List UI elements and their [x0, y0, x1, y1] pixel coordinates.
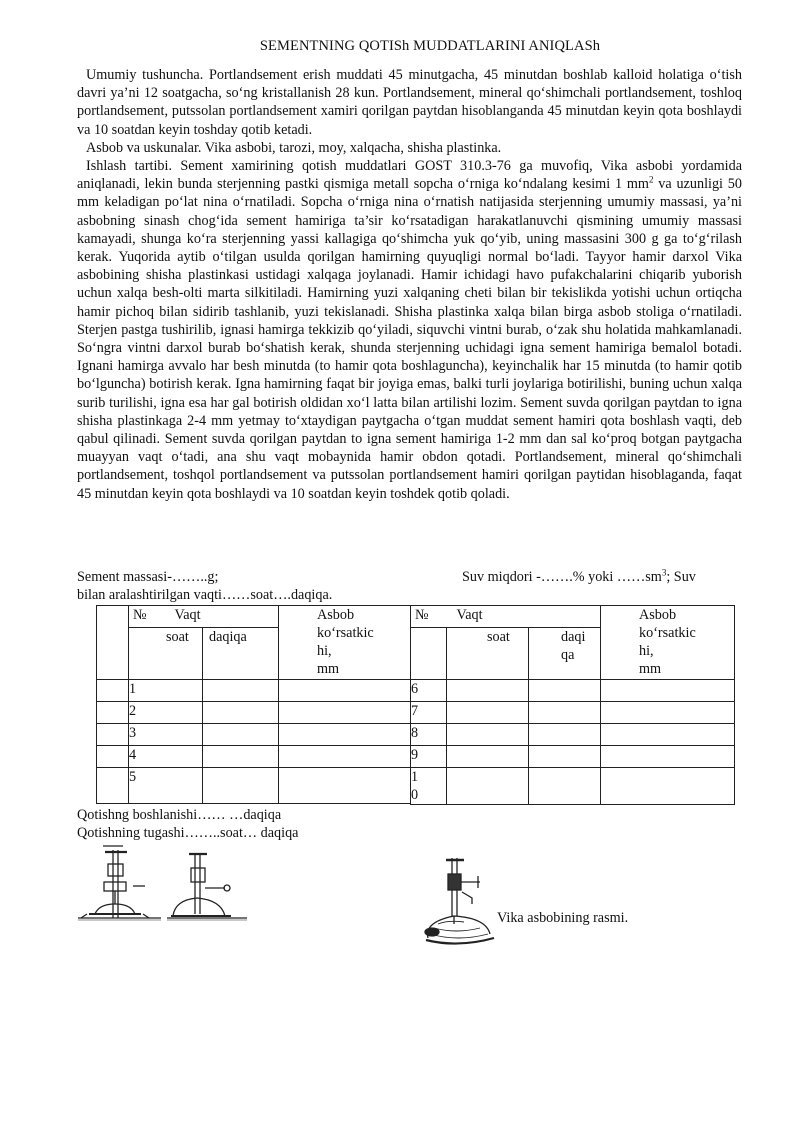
number-header: № [415, 607, 429, 623]
row-spacer [97, 680, 129, 702]
device-reading-line: mm [317, 661, 340, 677]
figure-caption: Vika asbobining rasmi. [497, 910, 629, 926]
vika-apparatus-sketches [75, 842, 250, 924]
row-number: 2 [129, 702, 203, 724]
reading-cell [279, 702, 411, 724]
vika-apparatus-drawing [418, 852, 500, 947]
reading-cell [601, 680, 735, 702]
device-reading-line: ko‘rsatkic [639, 625, 696, 641]
minutes-cell [529, 768, 601, 805]
row-number: 5 [129, 768, 203, 804]
reading-cell [279, 746, 411, 768]
procedure-text-rest: va uzunligi 50 mm keladigan po‘lat nina o‘rnatiladi. Sopcha o‘rniga nina o‘rnatish natijasida sterjenning umumiy massasi, ya’ni asbobning sinash chog‘ida sement hamiriga ta’sir ko‘rsatadigan harakatlanuvchi qismining umumiy massasi kamayadi, shunga ko‘ra sterjenning yassi kallagiga qo‘shimcha yuk qo‘yib, uning massasini 300 g ga to‘g‘rilash kerak. Yuqorida aytib o‘tilgan usulda qorilgan hamirning quyuqligi normal bo‘ladi. Tayyor hamir darxol Vika asbobining shisha plastinkasi ustidagi xalqaga joylanadi. Hamir ichidagi havo pufakchalarini chiqarib yuborish uchun xalqa besh-olti marta silkitiladi. Hamirning yuzi xalqaning cheti bilan bir tekislikda yotishi uchun ortiqcha hamir pichoq bilan sidirib tashlanib, yuzi tekislanadi. Shisha plastinka xalqa bilan birga asbob stoliga o‘rnatiladi. Sterjen pastga tushirilib, ignasi hamirga tekkizib qo‘yiladi, siquvchi vintni burab, o‘zak shu holatida mahkamlanadi. So‘ngra vintni darxol burab bo‘shatish kerak, shunda sterjenning uchidagi igna sement hamiriga bemalol botadi. Ignani hamirga avvalo har besh minutda (to hamir qota boshlaguncha), keyinchalik har 15 minutda (to hamir qotib bo‘lguncha) botirish kerak. Igna hamirning faqat bir joyiga emas, balki turli joylariga botirilishi, buning uchun xalqa surib turilishi, igna esa har gal botirish oldidan xo‘l latta bilan artilishi lozim. Sement suvda qorilgan paytdan to igna shisha plastinkaga 2-4 mm yetmay to‘xtaydigan paytgacha o‘tgan muddat sement hamiri qota boshlash vaqti, deb qabul qilinadi. Sement suvda qorilgan paytdan to igna sement hamiriga 1-2 mm dan sal ko‘proq botgan paytgacha muayyan vaqt o‘tadi, ana shu vaqt mobaynida hamir obdon qotadi. Portlandsement, mineral qo‘shimchali portlandsement, toshqol portlandsement va putssolan portlandsement hamiri qorilgan paytidan hisoblaganda, faqat 45 minutdan keyin qota boshlaydi va 10 soatdan keyin toshdek qotib qoladi. [77, 176, 742, 502]
reading-cell [601, 768, 735, 805]
device-reading-line: hi, [639, 643, 654, 659]
body-text [77, 66, 742, 503]
mass-water-line [77, 568, 757, 586]
row-number: 1 [129, 680, 203, 702]
row-number: 6 [411, 680, 447, 702]
reading-cell [279, 724, 411, 746]
row-number: 3 [129, 724, 203, 746]
minutes-header-line: daqi [561, 629, 586, 645]
setting-start-result: Qotishng boshlanishi…… …daqiqa [77, 807, 282, 823]
minutes-cell [529, 724, 601, 746]
water-amount-text: Suv miqdori -…….% yoki ……sm [462, 569, 662, 585]
minutes-cell [203, 768, 279, 804]
minutes-header: daqiqa [203, 628, 279, 680]
reading-cell [279, 680, 411, 702]
observation-table-right [410, 605, 735, 805]
device-reading-line: Asbob [639, 607, 677, 623]
device-reading-line: Asbob [317, 607, 355, 623]
hours-cell [447, 724, 529, 746]
device-reading-line: hi, [317, 643, 332, 659]
table-header-cell [411, 606, 601, 628]
general-concept-paragraph: Umumiy tushuncha. Portlandsement erish muddati 45 minutgacha, 45 minutdan boshlab kalloid holatiga o‘tish davri ya’ni 12 soatgacha, so‘ng kristallanish 28 kun. Portlandsement, mineral qo‘shimchali portlandsement, toshloq portlandsement, putssolan portlandsement xamiri qorilgan paytdan hisoblanganda 45 minutdan keyin qota boshlaydi va 10 soatdan keyin toshday qotib ketadi. [77, 67, 742, 138]
hours-header: soat [129, 628, 203, 680]
superscript: 2 [648, 174, 654, 185]
observation-table-left [96, 605, 411, 804]
cement-mass-field: Sement massasi-……..g; [77, 569, 219, 585]
reading-cell [601, 724, 735, 746]
row-spacer [97, 768, 129, 804]
minutes-cell [529, 680, 601, 702]
row-spacer [97, 724, 129, 746]
device-reading-header [279, 606, 411, 680]
device-reading-header [601, 606, 735, 680]
row-spacer [97, 746, 129, 768]
row-spacer [97, 702, 129, 724]
page-title: SEMENTNING QOTISh MUDDATLARINI ANIQLASh [259, 38, 601, 54]
minutes-cell [203, 746, 279, 768]
reading-cell [279, 768, 411, 804]
number-column-header [411, 628, 447, 680]
mixing-time-line: bilan aralashtirilgan vaqti……soat….daqiqa. [77, 587, 333, 603]
hours-cell [447, 702, 529, 724]
device-reading-line: ko‘rsatkic [317, 625, 374, 641]
row-number: 8 [411, 724, 447, 746]
row-number-digit: 1 [411, 769, 419, 785]
table-header-cell [129, 606, 279, 628]
row-number [411, 768, 447, 805]
procedure-text-start: Ishlash tartibi. Sement xamirining qotish muddatlari GOST 310.3-76 ga muvofiq, Vika asbobi yordamida aniqlanadi, lekin bunda sterjenning pastki qismiga metall sopcha o‘rniga ko‘ndalang kesimi 1 mm [77, 158, 742, 193]
hours-cell [447, 746, 529, 768]
reading-cell [601, 702, 735, 724]
water-amount-tail: ; Suv [666, 569, 696, 585]
row-number: 7 [411, 702, 447, 724]
minutes-cell [529, 702, 601, 724]
minutes-cell [203, 702, 279, 724]
row-number: 9 [411, 746, 447, 768]
superscript: 3 [661, 567, 667, 578]
time-header: Vaqt [174, 607, 201, 623]
device-reading-line: mm [639, 661, 662, 677]
minutes-header-line: qa [561, 647, 575, 663]
hours-cell [447, 768, 529, 805]
row-number-digit: 0 [411, 787, 419, 803]
hours-cell [447, 680, 529, 702]
setting-end-result: Qotishning tugashi……..soat… daqiqa [77, 825, 299, 841]
time-header: Vaqt [456, 607, 483, 623]
minutes-header [529, 628, 601, 680]
minutes-cell [203, 724, 279, 746]
number-header: № [133, 607, 147, 623]
procedure-paragraph [77, 157, 742, 503]
minutes-cell [529, 746, 601, 768]
water-amount-field [462, 568, 696, 586]
equipment-paragraph: Asbob va uskunalar. Vika asbobi, tarozi, moy, xalqacha, shisha plastinka. [86, 139, 502, 156]
minutes-cell [203, 680, 279, 702]
hours-header: soat [447, 628, 529, 680]
reading-cell [601, 746, 735, 768]
table-header-cell [97, 606, 129, 680]
row-number: 4 [129, 746, 203, 768]
